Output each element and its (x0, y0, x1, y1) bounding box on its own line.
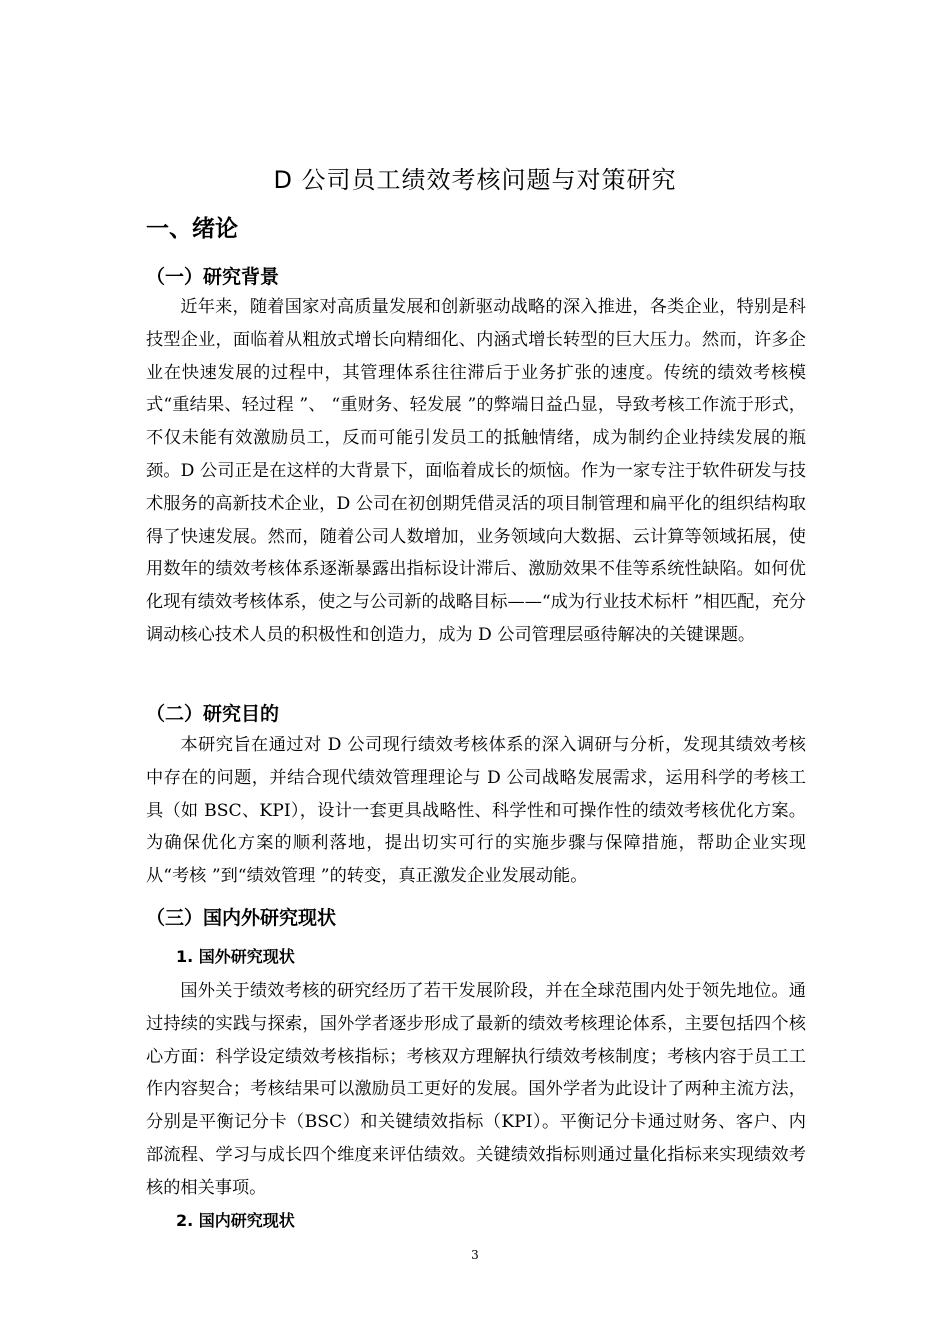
page-title: D 公司员工绩效考核问题与对策研究 (273, 166, 677, 194)
subsection-heading-foreign: 1. 国外研究现状 (176, 947, 295, 966)
page-number: 3 (471, 1248, 479, 1262)
section-heading-background: （一）研究背景 (146, 266, 280, 288)
section-heading-research-status: （三）国内外研究现状 (146, 907, 337, 929)
subsection-heading-domestic: 2. 国内研究现状 (176, 1211, 295, 1230)
paragraph-purpose: 本研究旨在通过对 D 公司现行绩效考核体系的深入调研与分析，发现其绩效考核中存在的问题，并结合现代绩效管理理论与 D 公司战略发展需求，运用科学的考核工具（如 BSC、KPI），设计一套更具战略性、科学性和可操作性的绩效考核优化方案。为确保优化方案的顺利落地，提出切实可行的实施步骤与保障措施，帮助企业实现从“考核 ”到“绩效管理 ”的转变，真正激发企业发展动能。 (146, 735, 806, 887)
paragraph-background: 近年来，随着国家对高质量发展和创新驱动战略的深入推进，各类企业，特别是科技型企业，面临着从粗放式增长向精细化、内涵式增长转型的巨大压力。然而，许多企业在快速发展的过程中，其管理体系往往滞后于业务扩张的速度。传统的绩效考核模式“重结果、轻过程 ”、 “重财务、轻发展 ”的弊端日益凸显，导致考核工作流于形式，不仅未能有效激励员工，反而可能引发员工的抵触情绪，成为制约企业持续发展的瓶颈。D 公司正是在这样的大背景下，面临着成长的烦恼。作为一家专注于软件研发与技术服务的高新技术企业，D 公司在初创期凭借灵活的项目制管理和扁平化的组织结构取得了快速发展。然而，随着公司人数增加，业务领域向大数据、云计算等领域拓展，使用数年的绩效考核体系逐渐暴露出指标设计滞后、激励效果不佳等系统性缺陷。如何优化现有绩效考核体系，使之与公司新的战略目标——“成为行业技术标杆 ”相匹配，充分调动核心技术人员的积极性和创造力，成为 D 公司管理层亟待解决的关键课题。 (146, 297, 806, 645)
chapter-heading: 一、绪论 (146, 216, 238, 242)
paragraph-foreign-research: 国外关于绩效考核的研究经历了若干发展阶段，并在全球范围内处于领先地位。通过持续的实践与探索，国外学者逐步形成了最新的绩效考核理论体系，主要包括四个核心方面：科学设定绩效考核指标；考核双方理解执行绩效考核制度；考核内容于员工工作内容契合；考核结果可以激励员工更好的发展。国外学者为此设计了两种主流方法，分别是平衡记分卡（BSC）和关键绩效指标（KPI）。平衡记分卡通过财务、客户、内部流程、学习与成长四个维度来评估绩效。关键绩效指标则通过量化指标来实现绩效考核的相关事项。 (146, 981, 806, 1198)
section-heading-purpose: （二）研究目的 (146, 703, 280, 725)
